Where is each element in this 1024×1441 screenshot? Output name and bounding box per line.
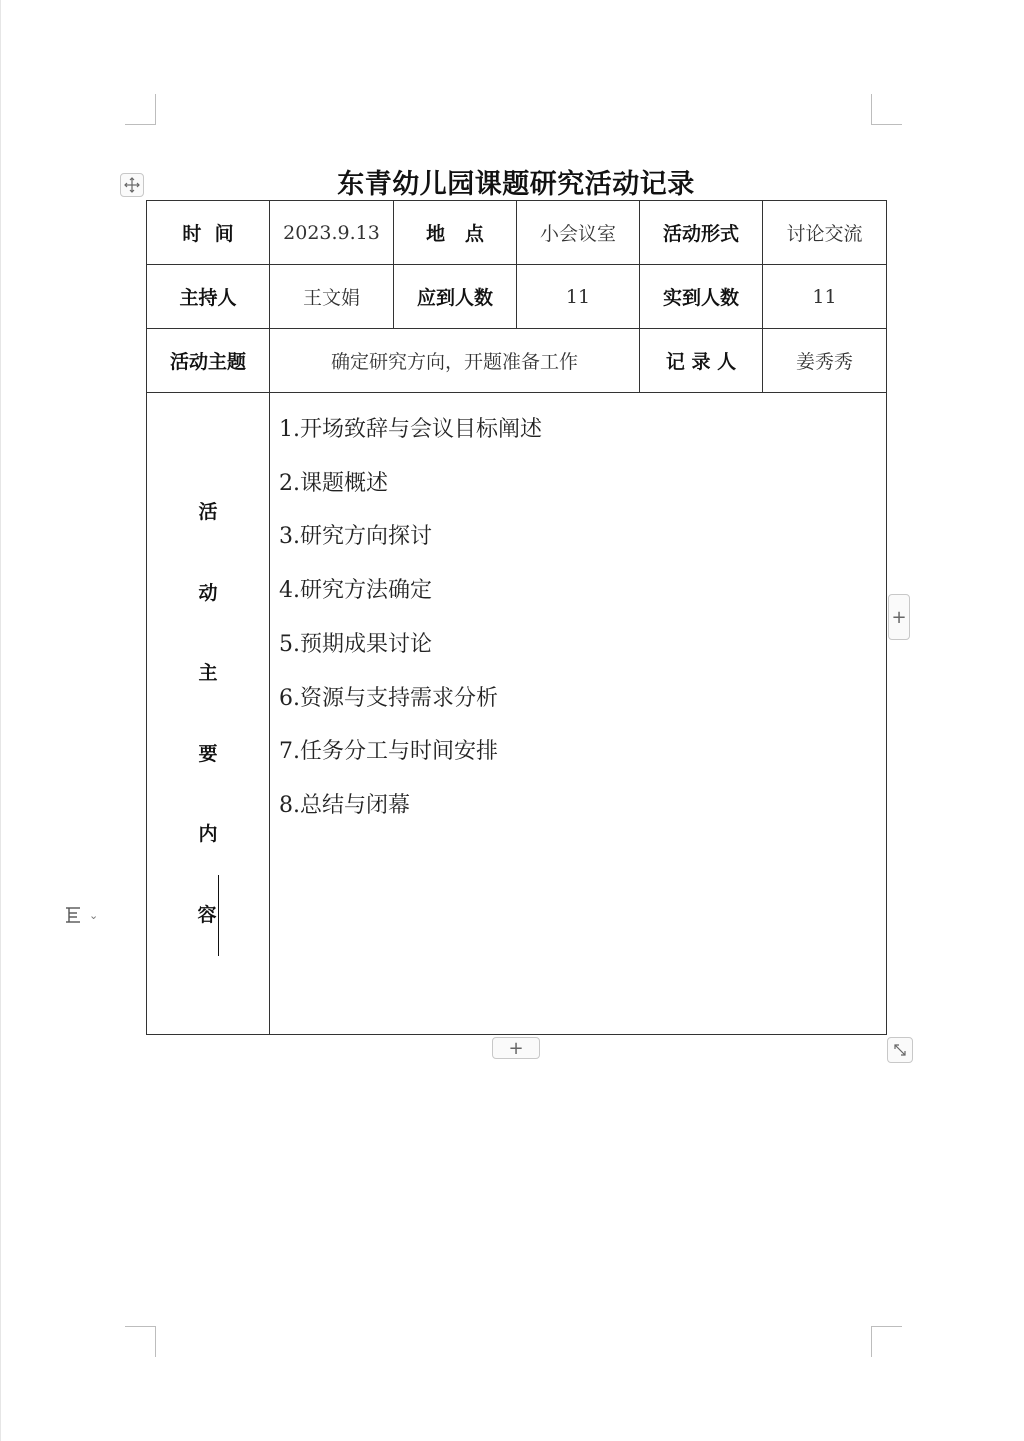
recorder-value[interactable]: 姜秀秀 <box>763 329 887 393</box>
activity-record-table <box>146 200 887 1035</box>
content-label-char: 主 <box>198 662 218 684</box>
activity-form-value[interactable]: 讨论交流 <box>763 201 887 265</box>
expected-count-value[interactable]: 11 <box>517 265 640 329</box>
chevron-down-icon: ⌄ <box>89 908 99 922</box>
text-cursor <box>218 875 219 956</box>
resize-icon <box>893 1043 907 1057</box>
corner-mark-top-right <box>871 94 902 125</box>
corner-mark-bottom-right <box>871 1326 902 1357</box>
host-label: 主持人 <box>147 265 270 329</box>
add-column-button[interactable]: + <box>888 594 910 640</box>
time-label: 时 间 <box>147 201 270 265</box>
activity-form-label: 活动形式 <box>640 201 763 265</box>
place-value[interactable]: 小会议室 <box>517 201 640 265</box>
corner-mark-top-left <box>125 94 156 125</box>
table-resize-handle[interactable] <box>887 1037 913 1063</box>
content-label-char: 容 <box>197 903 217 926</box>
recorder-label: 记 录 人 <box>640 329 763 393</box>
content-list <box>270 393 886 833</box>
list-item[interactable]: 7.任务分工与时间安排 <box>279 739 498 765</box>
theme-label: 活动主题 <box>147 329 270 393</box>
time-value[interactable]: 2023.9.13 <box>270 201 394 265</box>
list-item[interactable]: 6.资源与支持需求分析 <box>279 685 498 711</box>
table-row <box>147 265 887 329</box>
content-label-char: 活 <box>198 501 218 523</box>
expected-count-label: 应到人数 <box>394 265 517 329</box>
list-item[interactable]: 5.预期成果讨论 <box>279 631 432 657</box>
content-cell[interactable] <box>270 393 887 1035</box>
paragraph-menu-icon <box>63 905 83 925</box>
paragraph-menu-button[interactable] <box>63 900 111 930</box>
content-label-cell <box>147 393 270 1035</box>
table-row <box>147 393 887 1035</box>
list-item[interactable]: 8.总结与闭幕 <box>279 792 410 818</box>
table-row <box>147 329 887 393</box>
actual-count-value[interactable]: 11 <box>763 265 887 329</box>
document-title: 东青幼儿园课题研究活动记录 <box>337 169 695 200</box>
content-label-char: 内 <box>198 823 218 845</box>
list-item[interactable]: 1.开场致辞与会议目标阐述 <box>279 417 542 442</box>
actual-count-label: 实到人数 <box>640 265 763 329</box>
list-item[interactable]: 4.研究方法确定 <box>279 578 432 604</box>
add-row-button[interactable]: + <box>492 1037 540 1059</box>
page-edge <box>0 0 1 1441</box>
list-item[interactable]: 3.研究方向探讨 <box>279 524 432 550</box>
content-label-char: 要 <box>198 742 218 765</box>
content-vertical-label <box>147 393 269 1034</box>
move-icon <box>124 177 140 193</box>
content-label-char-last <box>197 875 218 956</box>
content-label-char: 动 <box>198 581 218 604</box>
place-label: 地 点 <box>394 201 517 265</box>
corner-mark-bottom-left <box>125 1326 156 1357</box>
list-item[interactable]: 2.课题概述 <box>279 470 388 496</box>
theme-value[interactable]: 确定研究方向，开题准备工作 <box>270 329 640 393</box>
table-row <box>147 201 887 265</box>
table-move-handle[interactable] <box>120 173 144 197</box>
host-value[interactable]: 王文娟 <box>270 265 394 329</box>
